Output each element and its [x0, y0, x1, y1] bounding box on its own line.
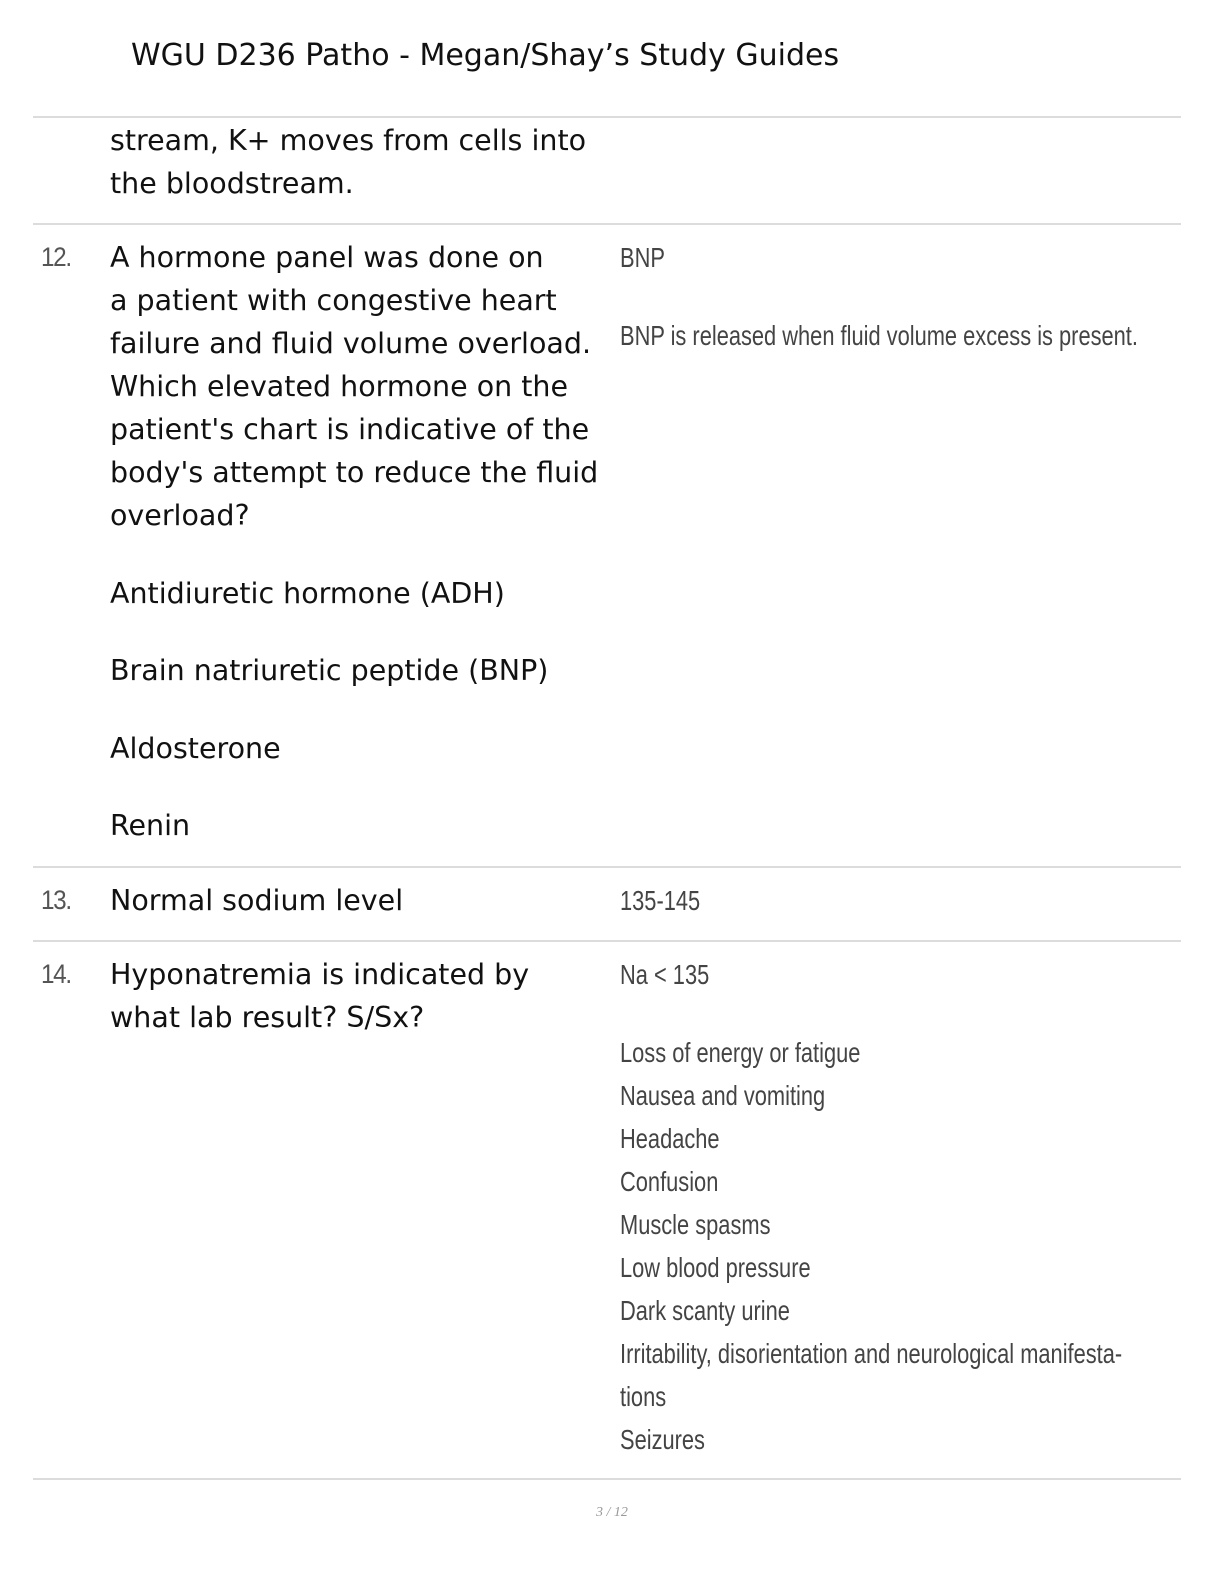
symptom-item: Loss of energy or fatigue: [620, 1037, 861, 1068]
question-line: overload?: [110, 499, 250, 532]
question-number: 13.: [41, 885, 71, 915]
question-line: what lab result? S/Sx?: [110, 1001, 425, 1034]
continued-line: stream, K+ moves from cells into: [110, 124, 587, 157]
question-line: Which elevated hormone on the: [110, 370, 569, 403]
symptom-item: Dark scanty urine: [620, 1295, 790, 1326]
question-line: Hyponatremia is indicated by: [110, 958, 530, 991]
answer-12: BNP: [620, 242, 665, 273]
question-12-text: [110, 236, 630, 537]
divider: [33, 116, 1181, 118]
question-line: A hormone panel was done on: [110, 241, 544, 274]
question-14-text: [110, 953, 630, 1039]
divider: [33, 223, 1181, 225]
answer-option: Brain natriuretic peptide (BNP): [110, 654, 549, 687]
divider: [33, 1478, 1181, 1480]
symptom-item: Confusion: [620, 1166, 719, 1197]
symptom-item: Irritability, disorientation and neurological manifesta-: [620, 1338, 1123, 1369]
answer-12-explanation: BNP is released when fluid volume excess is present.: [620, 320, 1138, 351]
question-13-text: Normal sodium level: [110, 884, 404, 917]
symptom-item: Low blood pressure: [620, 1252, 811, 1283]
page-title: WGU D236 Patho - Megan/Shay’s Study Guides: [131, 38, 840, 73]
answer-option: Aldosterone: [110, 732, 281, 765]
question-line: patient's chart is indicative of the: [110, 413, 590, 446]
question-number: 14.: [41, 959, 71, 989]
continued-answer-text: [110, 119, 630, 205]
page-number: 3 / 12: [596, 1505, 628, 1520]
answer-13: 135-145: [620, 885, 701, 916]
answer-14: Na < 135: [620, 959, 710, 990]
symptom-item: Nausea and vomiting: [620, 1080, 826, 1111]
continued-line: the bloodstream.: [110, 167, 354, 200]
question-line: body's attempt to reduce the fluid: [110, 456, 599, 489]
symptom-item: tions: [620, 1381, 667, 1412]
divider: [33, 940, 1181, 942]
symptom-item: Seizures: [620, 1424, 705, 1455]
symptom-item: Muscle spasms: [620, 1209, 771, 1240]
question-number: 12.: [41, 242, 71, 272]
divider: [33, 866, 1181, 868]
answer-option: Antidiuretic hormone (ADH): [110, 577, 505, 610]
answer-option: Renin: [110, 809, 191, 842]
symptom-list: [620, 1031, 1122, 1461]
symptom-item: Headache: [620, 1123, 720, 1154]
question-line: failure and fluid volume overload.: [110, 327, 592, 360]
question-line: a patient with congestive heart: [110, 284, 557, 317]
